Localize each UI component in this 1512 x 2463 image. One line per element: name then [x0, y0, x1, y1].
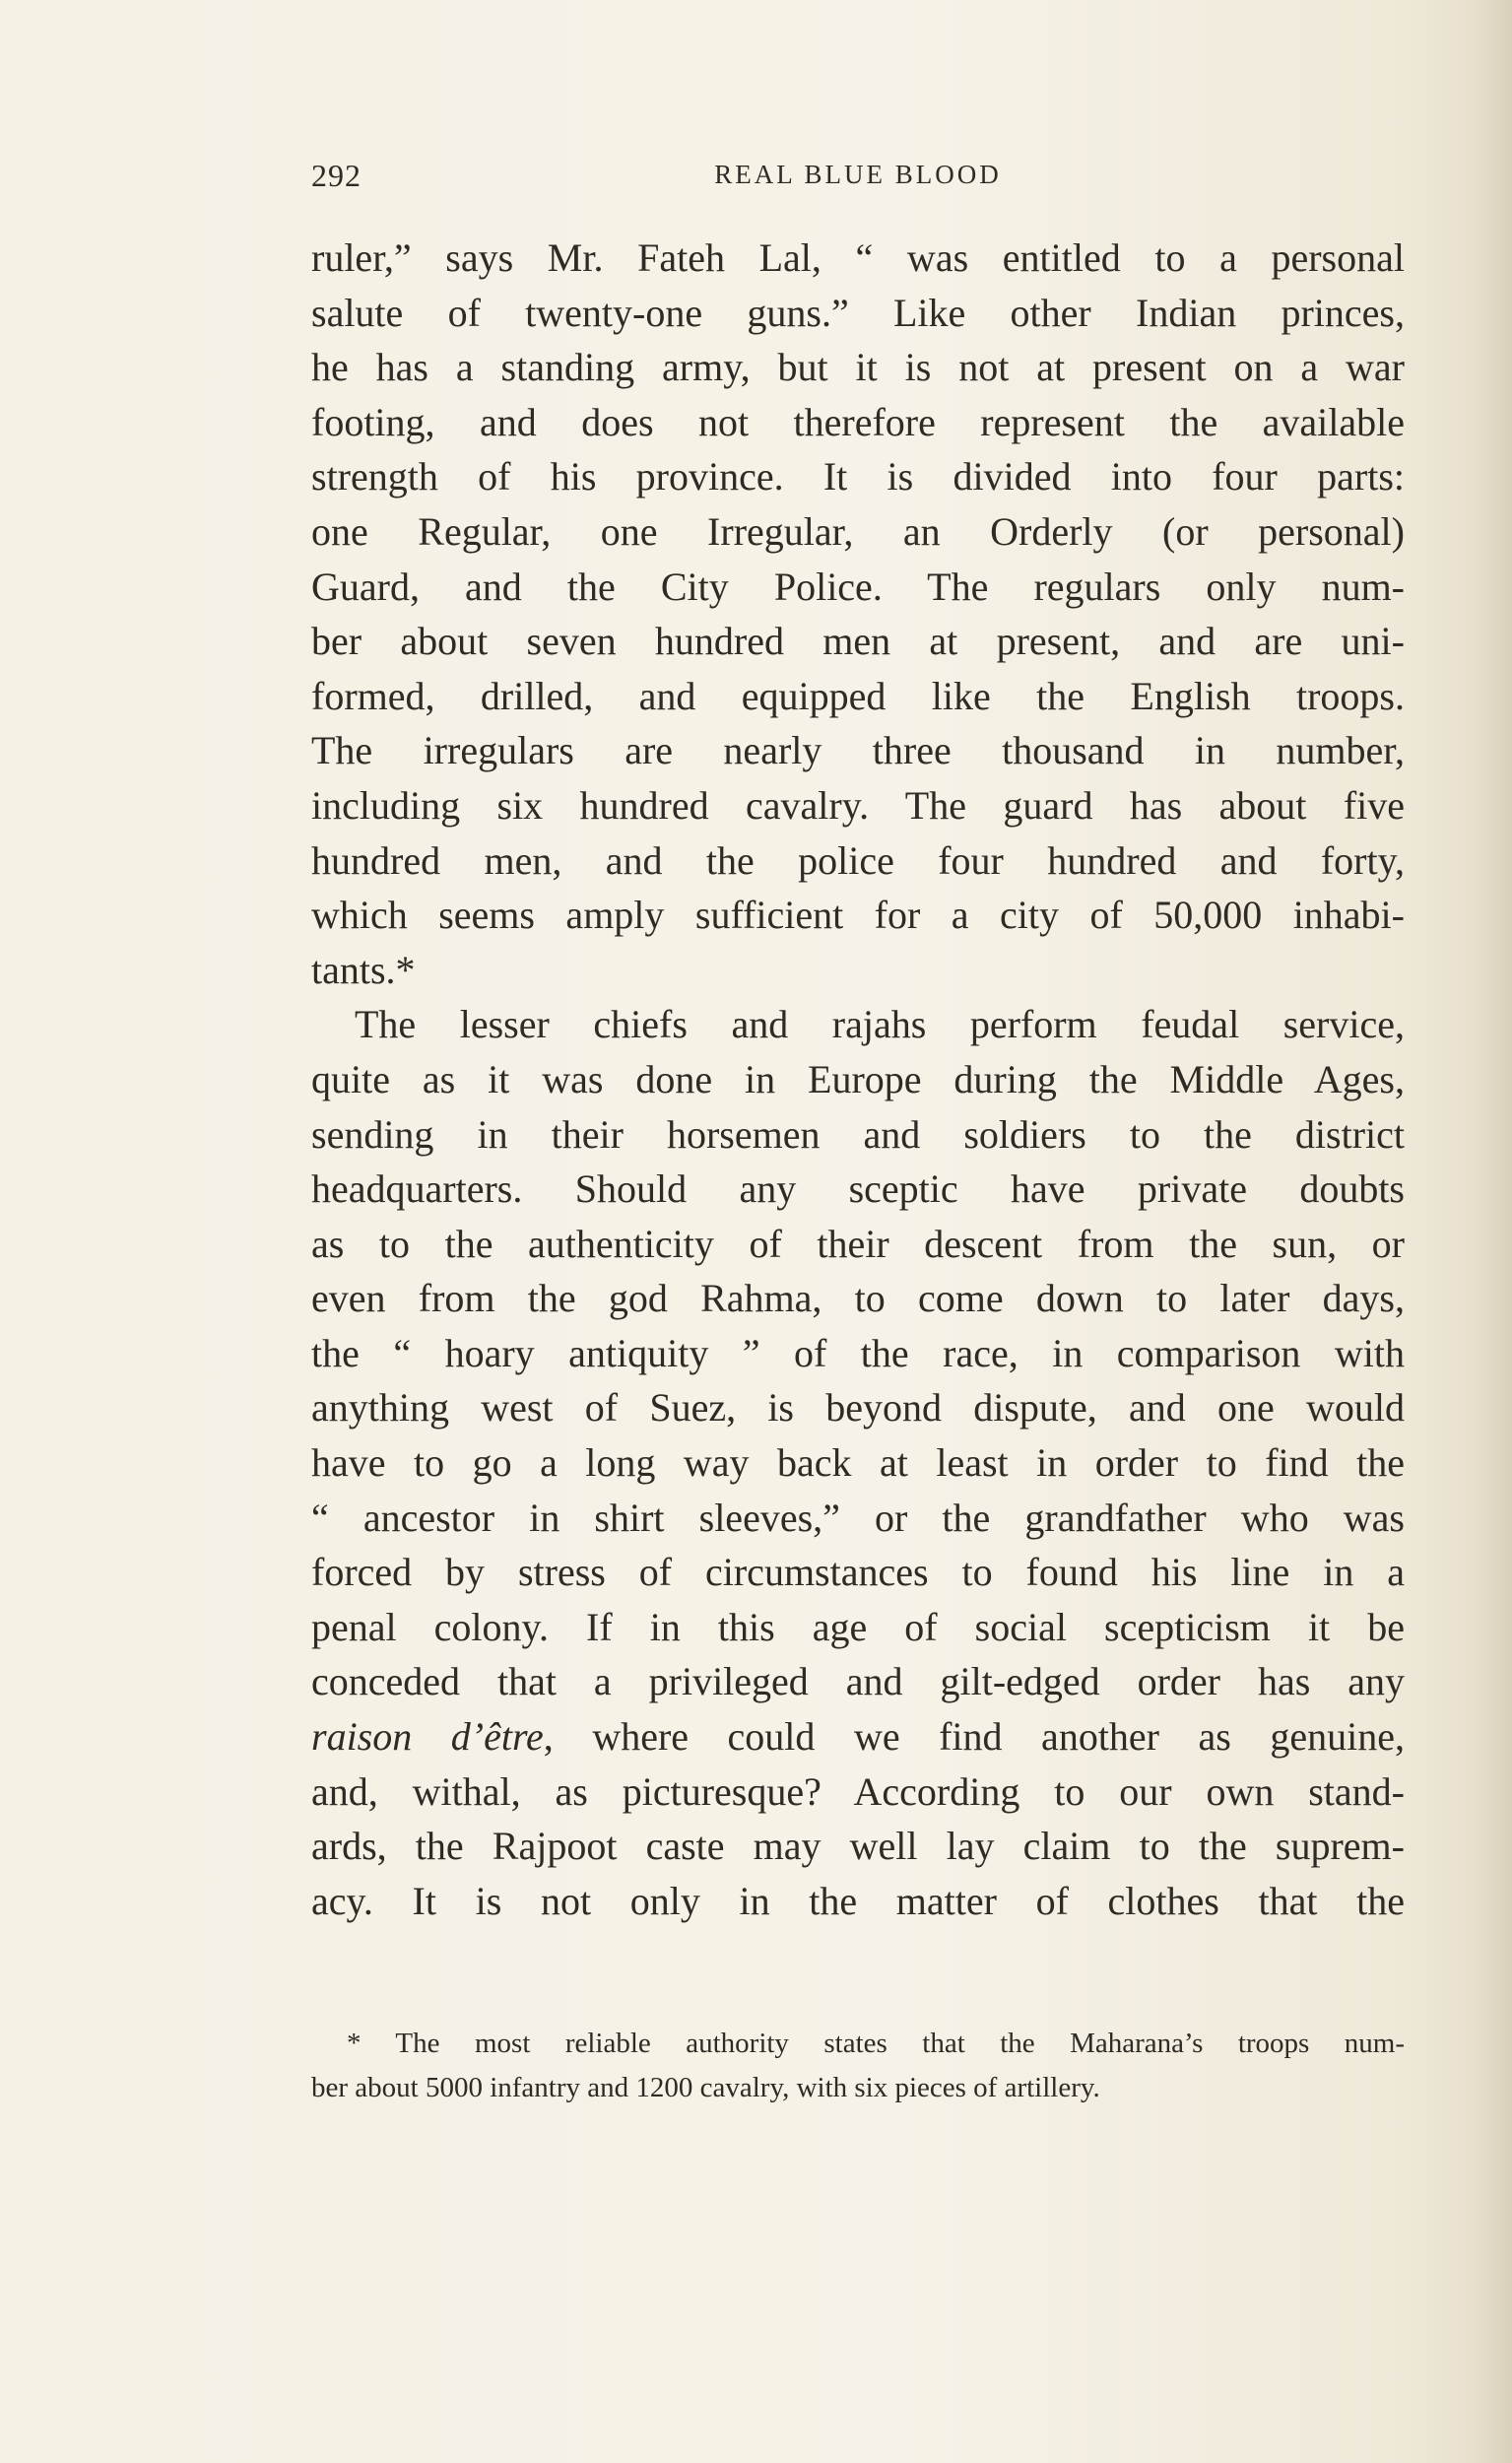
paragraph-start-line: The lesser chiefs and rajahs perform feudal service, — [355, 1002, 1405, 1047]
text-line: “ ancestor in shirt sleeves,” or the grandfather who was — [311, 1495, 1405, 1540]
text-line: including six hundred cavalry. The guard has about five — [311, 782, 1405, 828]
text-line: the “ hoary antiquity ” of the race, in comparison with — [311, 1330, 1405, 1375]
text-line: as to the authenticity of their descent from the sun, or — [311, 1221, 1405, 1266]
text-line: which seems amply sufficient for a city of 50,000 inhabi- — [311, 893, 1405, 938]
footnote-line: ber about 5000 infantry and 1200 cavalry, with six pieces of artillery. — [311, 2072, 1100, 2103]
text-line: hundred men, and the police four hundred and forty, — [311, 837, 1405, 883]
paragraph-end-line: tants.* — [311, 947, 416, 992]
text-line: strength of his province. It is divided into four parts: — [311, 454, 1405, 499]
text-line: and, withal, as picturesque? According to our own stand- — [311, 1768, 1405, 1814]
footnote-line: * The most reliable authority states that the Maharana’s troops num- — [347, 2028, 1405, 2059]
text-line: Guard, and the City Police. The regulars only num- — [311, 564, 1405, 609]
running-head: REAL BLUE BLOOD — [714, 160, 1002, 189]
text-line: one Regular, one Irregular, an Orderly (or personal) — [311, 508, 1405, 554]
text-line: ruler,” says Mr. Fateh Lal, “ was entitled to a personal — [311, 235, 1405, 280]
text-line: forced by stress of circumstances to found his line in a — [311, 1550, 1405, 1595]
text-line: have to go a long way back at least in order to find the — [311, 1440, 1405, 1486]
italic-phrase: raison d’être — [311, 1714, 544, 1760]
text-line: conceded that a privileged and gilt-edged order has any — [311, 1659, 1405, 1704]
text-line: acy. It is not only in the matter of clothes that the — [311, 1878, 1405, 1923]
footnote — [311, 2022, 1405, 2110]
text-line: footing, and does not therefore represent the available — [311, 399, 1405, 444]
text-line: ards, the Rajpoot caste may well lay claim to the suprem- — [311, 1824, 1405, 1869]
page-number: 292 — [311, 158, 362, 193]
text-line: penal colony. If in this age of social scepticism it be — [311, 1604, 1405, 1649]
text-line: sending in their horsemen and soldiers to the district — [311, 1111, 1405, 1157]
text-line: The irregulars are nearly three thousand in number, — [311, 728, 1405, 773]
text-line: he has a standing army, but it is not at present on a war — [311, 345, 1405, 390]
text-line-with-italic — [311, 1709, 1405, 1764]
text-line: quite as it was done in Europe during the Middle Ages, — [311, 1056, 1405, 1101]
page-header — [311, 158, 1405, 197]
text-line: headquarters. Should any sceptic have private doubts — [311, 1166, 1405, 1212]
page-edge-shadow — [1473, 0, 1512, 2463]
text-line: anything west of Suez, is beyond dispute, and one would — [311, 1385, 1405, 1431]
text-line: ber about seven hundred men at present, and are uni- — [311, 619, 1405, 664]
text-line: formed, drilled, and equipped like the English troops. — [311, 673, 1405, 718]
body-text — [311, 231, 1405, 1928]
line-remainder: , where could we find another as genuine, — [543, 1714, 1405, 1760]
text-line: even from the god Rahma, to come down to later days, — [311, 1276, 1405, 1321]
text-line: salute of twenty-one guns.” Like other Indian princes, — [311, 290, 1405, 335]
